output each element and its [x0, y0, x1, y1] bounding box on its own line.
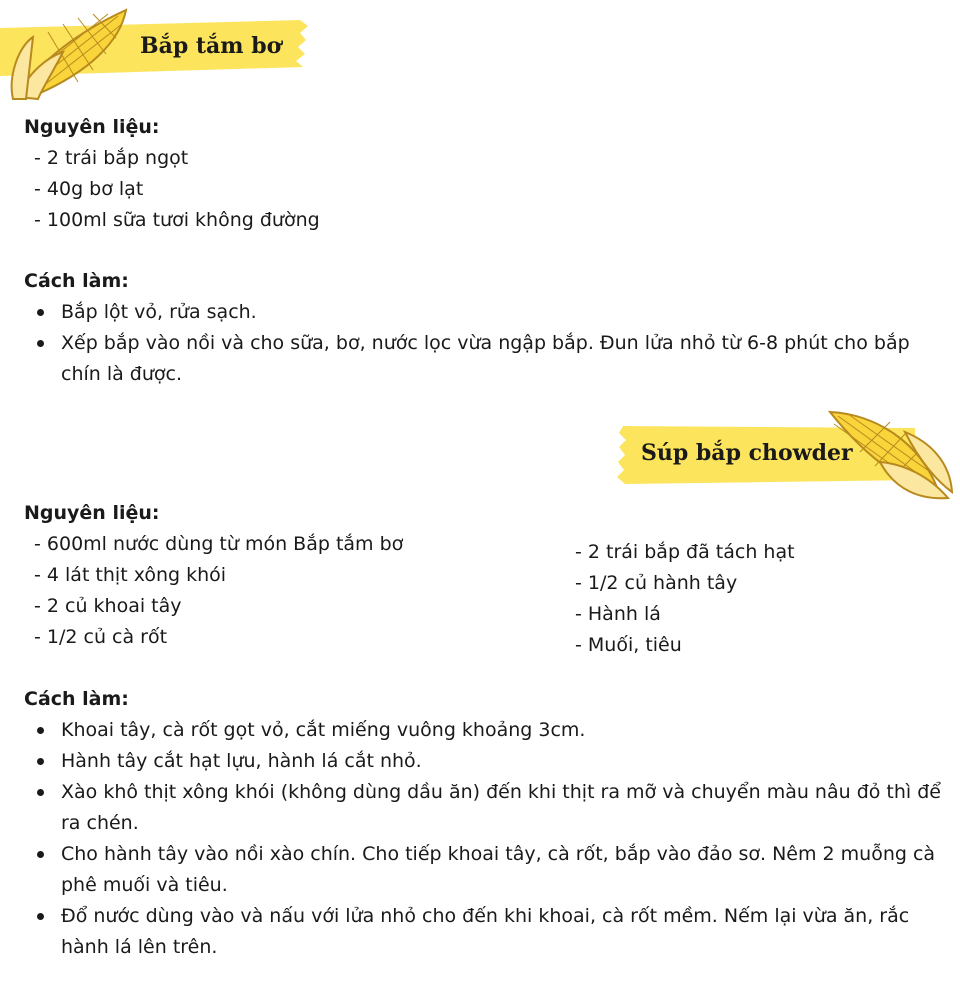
list-item: - 600ml nước dùng từ món Bắp tắm bơ: [34, 533, 404, 555]
list-item: - 2 trái bắp đã tách hạt: [575, 541, 795, 563]
recipe2-title: Súp bắp chowder: [641, 440, 853, 466]
recipe1-steps-list: [24, 297, 954, 390]
recipe1-title-banner: [0, 0, 320, 105]
list-item: Khoai tây, cà rốt gọt vỏ, cắt miếng vuông khoảng 3cm.: [24, 715, 954, 746]
corn-icon: [8, 2, 138, 102]
recipe1-steps-heading: Cách làm:: [24, 270, 129, 292]
list-item: - 100ml sữa tươi không đường: [34, 209, 320, 231]
recipe2-ingredients-heading: Nguyên liệu:: [24, 502, 160, 524]
list-item: - 4 lát thịt xông khói: [34, 564, 227, 586]
recipe2-ingredients-left-list: [34, 529, 403, 653]
list-item: - Hành lá: [575, 603, 661, 625]
recipe1-title: Bắp tắm bơ: [140, 33, 282, 59]
list-item: Xào khô thịt xông khói (không dùng dầu ăn) đến khi thịt ra mỡ và chuyển màu nâu đỏ thì để ra chén.: [24, 777, 954, 839]
recipe2-steps-heading: Cách làm:: [24, 688, 129, 710]
list-item: Cho hành tây vào nồi xào chín. Cho tiếp khoai tây, cà rốt, bắp vào đảo sơ. Nêm 2 muỗng cà phê muối và tiêu.: [24, 839, 954, 901]
recipe2-title-banner: [615, 400, 960, 505]
list-item: Đổ nước dùng vào và nấu với lửa nhỏ cho đến khi khoai, cà rốt mềm. Nếm lại vừa ăn, rắc hành lá lên trên.: [24, 901, 954, 963]
list-item: Bắp lột vỏ, rửa sạch.: [24, 297, 954, 328]
recipe1-ingredients-list: [34, 143, 320, 236]
list-item: - 2 trái bắp ngọt: [34, 147, 189, 169]
recipe2-ingredients-right-list: [575, 537, 795, 661]
list-item: - 40g bơ lạt: [34, 178, 144, 200]
list-item: - 2 củ khoai tây: [34, 595, 182, 617]
list-item: - 1/2 củ cà rốt: [34, 626, 168, 648]
recipe1-ingredients-heading: Nguyên liệu:: [24, 116, 160, 138]
list-item: Xếp bắp vào nồi và cho sữa, bơ, nước lọc vừa ngập bắp. Đun lửa nhỏ từ 6-8 phút cho bắp chín là được.: [24, 328, 954, 390]
recipe2-steps-list: [24, 715, 954, 963]
list-item: - 1/2 củ hành tây: [575, 572, 738, 594]
list-item: Hành tây cắt hạt lựu, hành lá cắt nhỏ.: [24, 746, 954, 777]
list-item: - Muối, tiêu: [575, 634, 682, 656]
